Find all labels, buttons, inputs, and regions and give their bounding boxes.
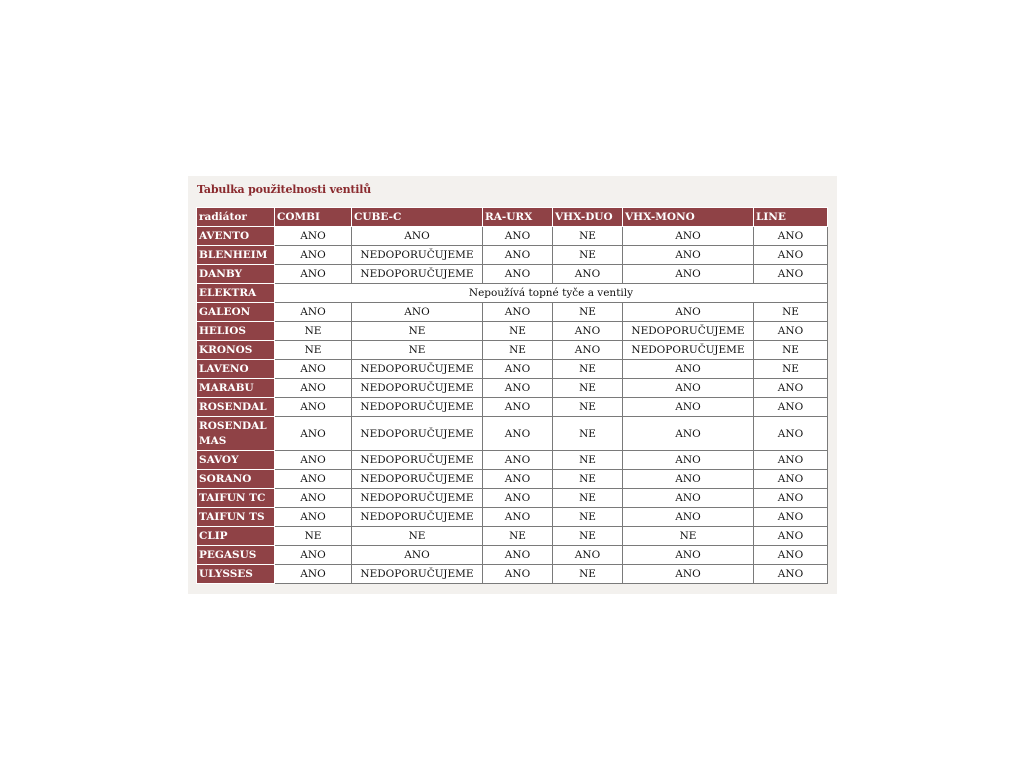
row-header-radiator: AVENTO: [197, 227, 275, 246]
table-cell: ANO: [553, 341, 623, 360]
table-cell: ANO: [275, 303, 352, 322]
table-row: [197, 284, 828, 303]
table-row: [197, 508, 828, 527]
table-cell: NE: [553, 508, 623, 527]
table-cell: ANO: [754, 417, 828, 451]
table-cell: ANO: [623, 489, 754, 508]
table-cell: NE: [754, 341, 828, 360]
row-header-radiator: KRONOS: [197, 341, 275, 360]
table-cell: NE: [553, 379, 623, 398]
table-cell: ANO: [483, 417, 553, 451]
column-header-line: LINE: [754, 208, 828, 227]
table-cell: NEDOPORUČUJEME: [352, 379, 483, 398]
column-header-cube-c: CUBE-C: [352, 208, 483, 227]
table-row: [197, 489, 828, 508]
table-cell: ANO: [623, 508, 754, 527]
table-cell: ANO: [483, 303, 553, 322]
table-cell: ANO: [623, 470, 754, 489]
table-cell: ANO: [623, 417, 754, 451]
table-cell: ANO: [553, 322, 623, 341]
table-cell: NE: [275, 322, 352, 341]
table-cell: ANO: [754, 322, 828, 341]
table-row: [197, 246, 828, 265]
table-cell: NE: [553, 489, 623, 508]
table-cell: NEDOPORUČUJEME: [352, 246, 483, 265]
table-cell: NE: [483, 341, 553, 360]
table-cell: ANO: [352, 303, 483, 322]
table-row: [197, 360, 828, 379]
table-cell: ANO: [352, 546, 483, 565]
table-cell: ANO: [754, 227, 828, 246]
row-header-radiator: ULYSSES: [197, 565, 275, 584]
table-cell: ANO: [275, 417, 352, 451]
table-cell: ANO: [275, 360, 352, 379]
table-cell: ANO: [483, 451, 553, 470]
row-header-radiator: TAIFUN TS: [197, 508, 275, 527]
table-cell: ANO: [754, 379, 828, 398]
row-header-radiator: SORANO: [197, 470, 275, 489]
row-header-radiator: CLIP: [197, 527, 275, 546]
table-cell: NE: [553, 360, 623, 379]
table-cell: ANO: [754, 451, 828, 470]
column-header-combi: COMBI: [275, 208, 352, 227]
row-header-radiator: SAVOY: [197, 451, 275, 470]
table-cell: ANO: [275, 246, 352, 265]
table-cell: ANO: [754, 527, 828, 546]
table-cell: ANO: [754, 546, 828, 565]
column-header-radiator: radiátor: [197, 208, 275, 227]
table-cell: ANO: [483, 227, 553, 246]
table-cell: ANO: [275, 565, 352, 584]
table-cell: ANO: [483, 508, 553, 527]
table-cell: ANO: [623, 379, 754, 398]
table-cell: NEDOPORUČUJEME: [352, 565, 483, 584]
table-cell: ANO: [275, 470, 352, 489]
table-cell: ANO: [275, 508, 352, 527]
table-cell: NEDOPORUČUJEME: [352, 508, 483, 527]
row-header-radiator: GALEON: [197, 303, 275, 322]
table-cell: ANO: [754, 246, 828, 265]
row-note-cell: Nepoužívá topné tyče a ventily: [275, 284, 828, 303]
table-cell: NE: [553, 246, 623, 265]
table-cell: NE: [553, 227, 623, 246]
row-header-radiator: LAVENO: [197, 360, 275, 379]
row-header-radiator: ROSENDAL MAS: [197, 417, 275, 451]
table-row: [197, 265, 828, 284]
table-cell: ANO: [275, 489, 352, 508]
row-header-radiator: DANBY: [197, 265, 275, 284]
table-cell: ANO: [623, 360, 754, 379]
table-cell: NE: [754, 303, 828, 322]
table-cell: ANO: [623, 451, 754, 470]
table-cell: NE: [553, 398, 623, 417]
table-cell: ANO: [275, 546, 352, 565]
table-cell: ANO: [754, 565, 828, 584]
table-cell: ANO: [275, 379, 352, 398]
column-header-vhx-duo: VHX-DUO: [553, 208, 623, 227]
table-cell: NE: [553, 451, 623, 470]
row-header-radiator: HELIOS: [197, 322, 275, 341]
table-row: [197, 417, 828, 451]
table-cell: ANO: [483, 360, 553, 379]
table-row: [197, 565, 828, 584]
table-cell: NEDOPORUČUJEME: [352, 451, 483, 470]
table-cell: ANO: [623, 546, 754, 565]
table-cell: NE: [483, 322, 553, 341]
table-cell: ANO: [553, 546, 623, 565]
table-cell: NE: [754, 360, 828, 379]
valve-compatibility-table: [196, 207, 828, 584]
table-cell: ANO: [754, 489, 828, 508]
table-cell: NE: [553, 303, 623, 322]
table-cell: NE: [275, 341, 352, 360]
table-cell: NEDOPORUČUJEME: [352, 398, 483, 417]
table-cell: ANO: [483, 546, 553, 565]
table-cell: NE: [553, 527, 623, 546]
table-row: [197, 398, 828, 417]
table-cell: NEDOPORUČUJEME: [352, 470, 483, 489]
row-header-radiator: PEGASUS: [197, 546, 275, 565]
table-cell: ANO: [483, 565, 553, 584]
table-row: [197, 546, 828, 565]
row-header-radiator: BLENHEIM: [197, 246, 275, 265]
table-row: [197, 451, 828, 470]
table-cell: NEDOPORUČUJEME: [623, 322, 754, 341]
table-cell: NE: [553, 417, 623, 451]
table-cell: NE: [623, 527, 754, 546]
table-cell: NEDOPORUČUJEME: [352, 489, 483, 508]
table-cell: ANO: [623, 565, 754, 584]
table-cell: ANO: [623, 265, 754, 284]
table-row: [197, 322, 828, 341]
table-row: [197, 303, 828, 322]
row-header-radiator: ELEKTRA: [197, 284, 275, 303]
table-cell: ANO: [754, 398, 828, 417]
table-cell: NE: [352, 322, 483, 341]
table-row: [197, 527, 828, 546]
valve-compatibility-panel: [188, 176, 837, 594]
row-header-radiator: MARABU: [197, 379, 275, 398]
table-row: [197, 227, 828, 246]
table-cell: ANO: [483, 470, 553, 489]
table-cell: NE: [275, 527, 352, 546]
table-cell: NE: [352, 527, 483, 546]
table-cell: ANO: [754, 265, 828, 284]
table-cell: ANO: [483, 246, 553, 265]
header-row: [197, 208, 828, 227]
table-row: [197, 379, 828, 398]
table-cell: NE: [483, 527, 553, 546]
table-body: [197, 227, 828, 584]
table-cell: ANO: [483, 489, 553, 508]
table-cell: NE: [553, 470, 623, 489]
table-cell: NE: [553, 565, 623, 584]
table-cell: ANO: [275, 451, 352, 470]
table-cell: NEDOPORUČUJEME: [352, 265, 483, 284]
column-header-ra-urx: RA-URX: [483, 208, 553, 227]
column-header-vhx-mono: VHX-MONO: [623, 208, 754, 227]
table-cell: ANO: [275, 227, 352, 246]
row-header-radiator: TAIFUN TC: [197, 489, 275, 508]
table-cell: NE: [352, 341, 483, 360]
table-cell: ANO: [352, 227, 483, 246]
table-cell: NEDOPORUČUJEME: [352, 360, 483, 379]
table-cell: ANO: [483, 265, 553, 284]
table-cell: ANO: [754, 470, 828, 489]
table-cell: NEDOPORUČUJEME: [623, 341, 754, 360]
table-row: [197, 470, 828, 489]
table-row: [197, 341, 828, 360]
row-header-radiator: ROSENDAL: [197, 398, 275, 417]
table-cell: ANO: [553, 265, 623, 284]
table-cell: ANO: [623, 398, 754, 417]
table-cell: ANO: [483, 379, 553, 398]
table-cell: ANO: [275, 398, 352, 417]
table-cell: NEDOPORUČUJEME: [352, 417, 483, 451]
table-cell: ANO: [483, 398, 553, 417]
table-cell: ANO: [623, 227, 754, 246]
table-title: Tabulka použitelnosti ventilů: [197, 183, 372, 196]
table-cell: ANO: [275, 265, 352, 284]
table-cell: ANO: [623, 246, 754, 265]
table-cell: ANO: [754, 508, 828, 527]
table-cell: ANO: [623, 303, 754, 322]
